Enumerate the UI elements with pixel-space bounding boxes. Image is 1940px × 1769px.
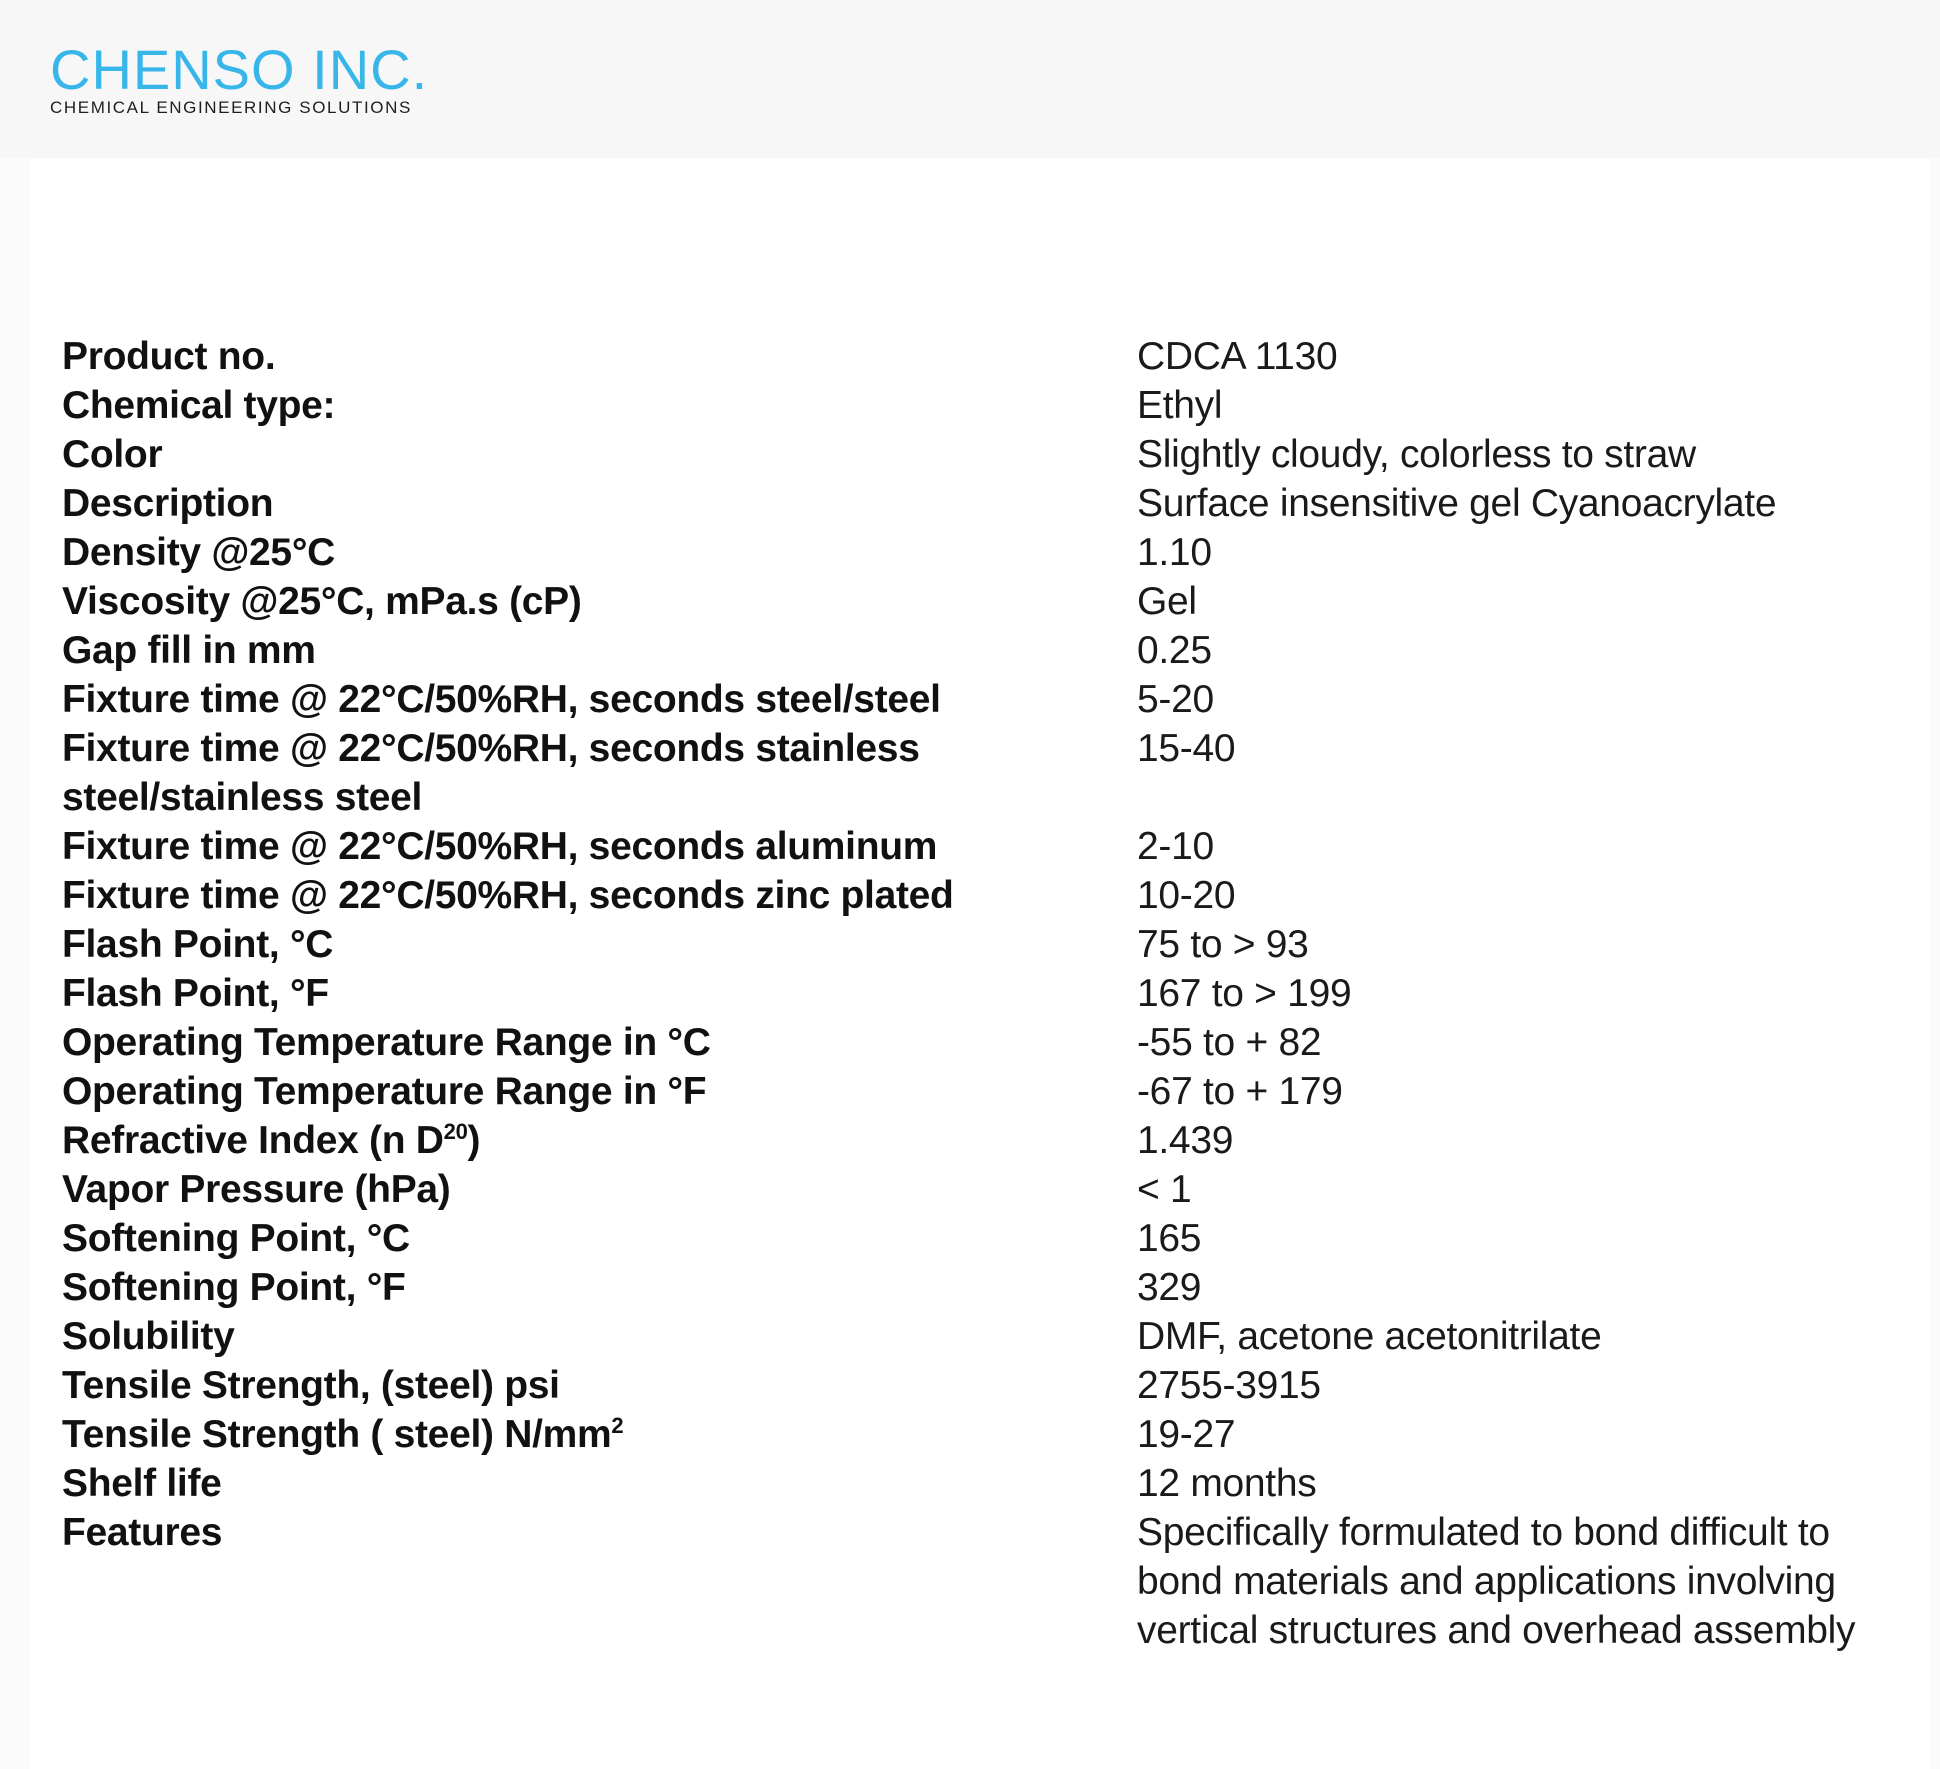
spec-value: Slightly cloudy, colorless to straw [1137,433,1696,476]
spec-row [62,1361,1902,1410]
company-logo [50,40,530,118]
spec-row [62,1263,1902,1312]
spec-table [62,332,1902,1655]
spec-row [62,1116,1902,1165]
spec-value: 167 to > 199 [1137,972,1352,1015]
spec-label-superscript: 2 [611,1413,624,1438]
spec-row [62,724,1902,822]
spec-value: 19-27 [1137,1413,1236,1456]
spec-label: Product no. [62,335,276,378]
spec-row [62,381,1902,430]
spec-label: Tensile Strength, (steel) psi [62,1364,560,1407]
company-tagline: CHEMICAL ENGINEERING SOLUTIONS [50,98,412,117]
spec-label: Chemical type: [62,384,336,427]
spec-label: Softening Point, °C [62,1217,410,1260]
spec-value: < 1 [1137,1168,1192,1211]
spec-row [62,1018,1902,1067]
spec-label: Description [62,482,274,525]
spec-label: Color [62,433,163,476]
spec-value: Gel [1137,580,1197,623]
spec-label: Fixture time @ 22°C/50%RH, seconds zinc plated [62,874,954,917]
spec-row [62,430,1902,479]
spec-label: Solubility [62,1315,235,1358]
spec-label: Softening Point, °F [62,1266,406,1309]
spec-value: 75 to > 93 [1137,923,1309,966]
spec-value: 2755-3915 [1137,1364,1321,1407]
spec-label-superscript: 20 [443,1119,468,1144]
spec-label: Fixture time @ 22°C/50%RH, seconds aluminum [62,825,938,868]
spec-label: Operating Temperature Range in °F [62,1070,707,1113]
spec-row [62,1067,1902,1116]
spec-value: Specifically formulated to bond difficult to bond materials and applications involving vertical structures and overhead assembly [1137,1511,1856,1652]
spec-value: -55 to + 82 [1137,1021,1322,1064]
spec-value: 12 months [1137,1462,1317,1505]
spec-value: 1.439 [1137,1119,1234,1162]
spec-label: Operating Temperature Range in °C [62,1021,711,1064]
spec-row [62,871,1902,920]
spec-row [62,1508,1902,1655]
spec-label: Density @25°C [62,531,335,574]
spec-label: Vapor Pressure (hPa) [62,1168,451,1211]
spec-label: Viscosity @25°C, mPa.s (cP) [62,580,582,623]
spec-label: Shelf life [62,1462,222,1505]
spec-row [62,822,1902,871]
spec-value: 15-40 [1137,727,1236,770]
header-band [0,0,1940,158]
spec-row [62,1165,1902,1214]
spec-label: Fixture time @ 22°C/50%RH, seconds steel/steel [62,678,941,721]
spec-value: 5-20 [1137,678,1214,721]
spec-label [62,1116,1137,1165]
spec-row [62,920,1902,969]
spec-row [62,1214,1902,1263]
spec-row [62,577,1902,626]
spec-value: DMF, acetone acetonitrilate [1137,1315,1602,1358]
spec-row [62,1459,1902,1508]
company-name: CHENSO INC. [50,38,429,101]
spec-row [62,1410,1902,1459]
spec-label-main: Refractive Index (n D [62,1119,444,1162]
spec-value: 0.25 [1137,629,1212,672]
spec-label-main: Tensile Strength ( steel) N/mm [62,1413,612,1456]
spec-row [62,332,1902,381]
spec-row [62,479,1902,528]
spec-value: 1.10 [1137,531,1212,574]
spec-value: Surface insensitive gel Cyanoacrylate [1137,482,1777,525]
spec-value: -67 to + 179 [1137,1070,1343,1113]
spec-row [62,626,1902,675]
spec-value: CDCA 1130 [1137,335,1338,378]
spec-label: Gap fill in mm [62,629,316,672]
spec-row [62,675,1902,724]
spec-row [62,528,1902,577]
spec-row [62,969,1902,1018]
spec-label: Fixture time @ 22°C/50%RH, seconds stainless steel/stainless steel [62,727,920,819]
spec-value: 329 [1137,1266,1202,1309]
spec-value: 165 [1137,1217,1202,1260]
spec-value: 2-10 [1137,825,1214,868]
spec-label: Features [62,1511,223,1554]
spec-value: Ethyl [1137,384,1223,427]
spec-label-end: ) [467,1119,481,1162]
spec-label: Flash Point, °C [62,923,334,966]
spec-label: Flash Point, °F [62,972,329,1015]
spec-value: 10-20 [1137,874,1236,917]
spec-row [62,1312,1902,1361]
spec-label [62,1410,1137,1459]
